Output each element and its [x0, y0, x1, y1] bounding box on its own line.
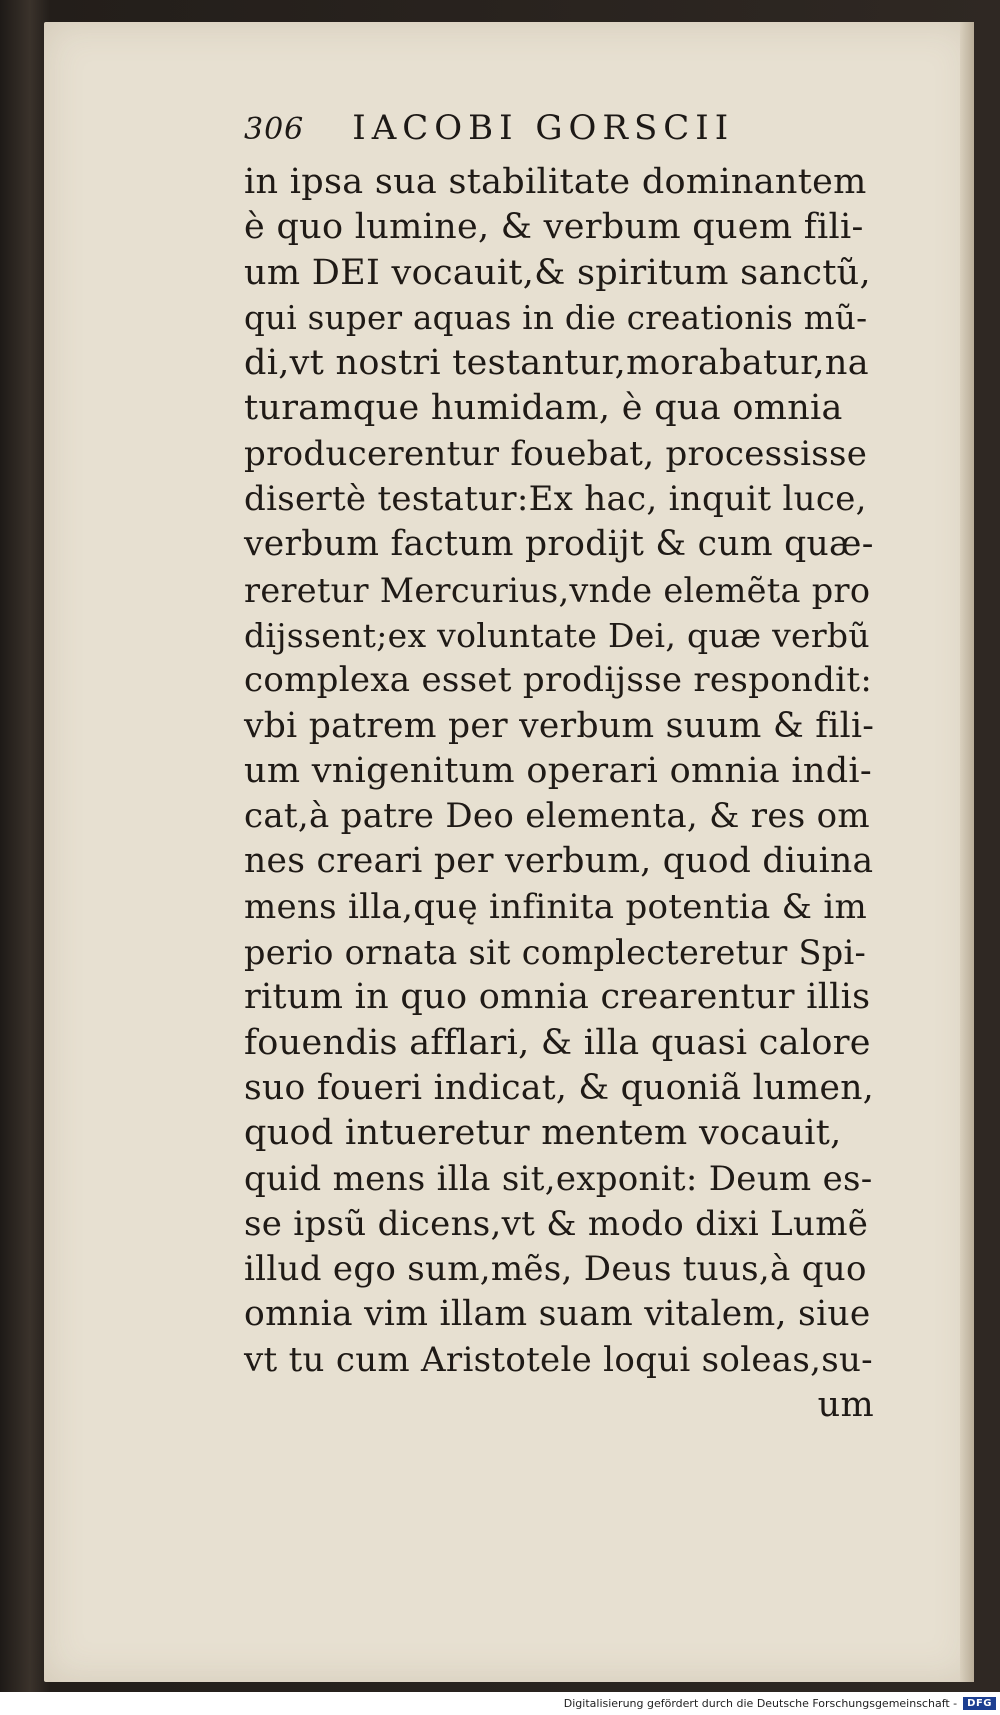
text-line: perio ornata sit complecteretur Spi-	[244, 933, 867, 973]
text-line: omnia vim illam suam vitalem, siue	[244, 1294, 871, 1335]
text-line: complexa esset prodijsse respondit:	[244, 660, 873, 701]
text-line: suo foueri indicat, & quoniã lumen,	[244, 1067, 875, 1108]
text-line: reretur Mercurius,vnde elemẽta pro	[244, 570, 871, 610]
text-line: cat,à patre Deo elementa, & res om	[244, 796, 870, 837]
footer-bar	[0, 1692, 1000, 1715]
running-title: IACOBI GORSCII	[352, 108, 735, 148]
text-line: di,vt nostri testantur,morabatur,na	[244, 343, 869, 384]
funding-credit: Digitalisierung gefördert durch die Deutsche Forschungsgemeinschaft -	[563, 1697, 958, 1710]
text-line: vt tu cum Aristotele loqui soleas,su-	[244, 1339, 873, 1380]
body-text	[244, 160, 874, 1428]
text-line: è quo lumine, & verbum quem fili-	[244, 207, 864, 248]
text-line: dijssent;ex voluntate Dei, quæ verbũ	[244, 615, 870, 655]
text-line: mens illa,quę infinita potentia & im	[244, 886, 868, 927]
catchword: um	[817, 1385, 874, 1426]
text-line: ritum in quo omnia crearentur illis	[244, 977, 871, 1018]
dfg-logo: DFG	[963, 1697, 996, 1710]
text-line: um vnigenitum operari omnia indi-	[244, 750, 873, 791]
page-edge	[960, 22, 974, 1682]
text-line: illud ego sum,mẽs, Deus tuus,à quo	[244, 1249, 867, 1290]
text-line: qui super aquas in die creationis mũ-	[244, 298, 868, 337]
text-line: quid mens illa sit,exponit: Deum es-	[244, 1158, 873, 1199]
text-line: se ipsũ dicens,vt & modo dixi Lumẽ	[244, 1203, 869, 1244]
text-line: quod intueretur mentem vocauit,	[244, 1113, 842, 1154]
text-line: fouendis afflari, & illa quasi calore	[244, 1022, 871, 1063]
text-line: producerentur fouebat, processisse	[244, 433, 868, 474]
text-line: verbum factum prodijt & cum quæ-	[244, 524, 874, 565]
text-line: nes creari per verbum, quod diuina	[244, 841, 874, 882]
text-line: in ipsa sua stabilitate dominantem	[244, 162, 867, 202]
text-line: turamque humidam, è qua omnia	[244, 388, 843, 429]
page-number: 306	[244, 112, 305, 147]
text-line: vbi patrem per verbum suum & fili-	[244, 705, 875, 746]
page-header	[244, 108, 844, 156]
text-line: disertè testatur:Ex hac, inquit luce,	[244, 479, 867, 520]
text-line: um DEI vocauit,& spiritum sanctũ,	[244, 252, 871, 293]
